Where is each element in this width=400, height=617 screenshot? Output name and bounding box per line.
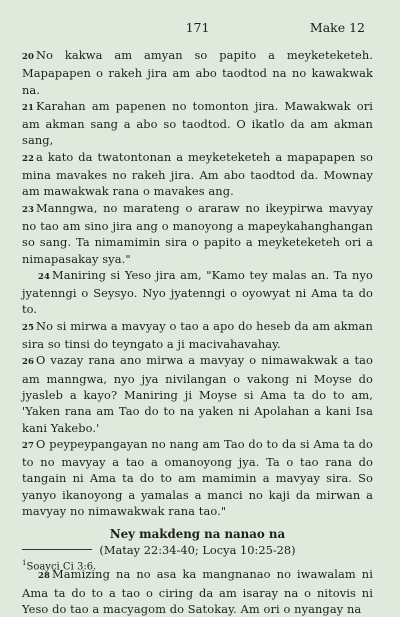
verse-23 xyxy=(22,200,373,267)
verse-number: 20 xyxy=(22,52,35,62)
verse-number: 22 xyxy=(22,153,35,164)
footnote xyxy=(22,557,96,573)
verse-number: 28 xyxy=(38,571,51,582)
verse-21 xyxy=(22,98,373,149)
verse-text: O peypeypangayan no nang am Tao do to da si Ama ta do to no mavyay a tao a omanoyong jya. Ta o tao rana do tangain ni Ama ta do to am mamimin a mavyay sira. So yanyo ikanoyong a yamalas a manci no kaji da mirwan a mavyay no nimawakwak rana tao." xyxy=(22,436,373,519)
footnote-marker: 1 xyxy=(22,559,27,567)
page-body xyxy=(22,47,373,617)
verse-number: 23 xyxy=(22,204,35,215)
running-head: Make 12 xyxy=(309,20,365,35)
footnote-rule xyxy=(22,549,92,550)
verse-26 xyxy=(22,352,373,435)
verse-text: Manngwa, no marateng o araraw no ikeypirwa mavyay no tao am sino jira ang o manoyong a mapeykahanghangan so sang. Ta nimamimin sira o papito a meyketeketeh ori a nimapasakay sya." xyxy=(22,200,373,266)
section-reference: (Matay 22:34-40; Locya 10:25-28) xyxy=(99,543,296,558)
verse-number: 26 xyxy=(22,357,35,368)
verse-number: 21 xyxy=(22,102,35,113)
verse-number: 25 xyxy=(22,322,35,333)
verse-28 xyxy=(22,566,373,617)
footnote-text: Soayci Ci 3:6. xyxy=(26,561,97,573)
page-number: 171 xyxy=(185,20,210,35)
verse-text: O vazay rana ano mirwa a mavyay o nimawakwak a tao am manngwa, nyo jya nivilangan o vakong ni Moyse do jyasleb a kayo? Maniring ji Moyse si Ama ta do to am, 'Yaken rana am Tao do to na yaken ni Apolahan a kani Isa kani Yakebo.' xyxy=(22,353,373,435)
verse-text: Mamizing na no asa ka mangnanao no iwawalam ni Ama ta do to a tao o ciring da am isaray na o nitovis ni Yeso do tao a macyagom do Satokay. Am ori o nyangay na xyxy=(22,567,373,616)
verse-text: Maniring si Yeso jira am, "Kamo tey malas an. Ta nyo jyatenngi o Seysyo. Nyo jyatenngi o oyowyat ni Ama ta do to. xyxy=(22,267,373,317)
verse-25 xyxy=(22,318,373,353)
verse-number: 27 xyxy=(22,440,35,451)
verse-27 xyxy=(22,436,373,519)
verse-number: 24 xyxy=(38,271,51,282)
verse-20 xyxy=(22,47,373,98)
verse-text: a kato da twatontonan a meyketeketeh a mapapapen so mina mavakes no rakeh jira. Am abo taodtod da. Mownay am mawakwak rana o mavakes ang. xyxy=(22,149,373,199)
verse-text: No si mirwa a mavyay o tao a apo do heseb da am akman sira so tinsi do teyngato a ji macivahavahay. xyxy=(22,318,373,352)
verse-text: Karahan am papenen no tomonton jira. Mawakwak ori am akman sang a abo so taodtod. O ikatlo da am akman sang, xyxy=(22,98,373,148)
verse-22 xyxy=(22,149,373,200)
verse-24 xyxy=(22,267,373,318)
section-heading: Ney makdeng na nanao na xyxy=(109,527,286,542)
verse-text: No kakwa am amyan so papito a meyketeketeh. Mapapapen o rakeh jira am abo taodtod na no kawakwak na. xyxy=(22,48,373,97)
page-header xyxy=(22,20,373,40)
